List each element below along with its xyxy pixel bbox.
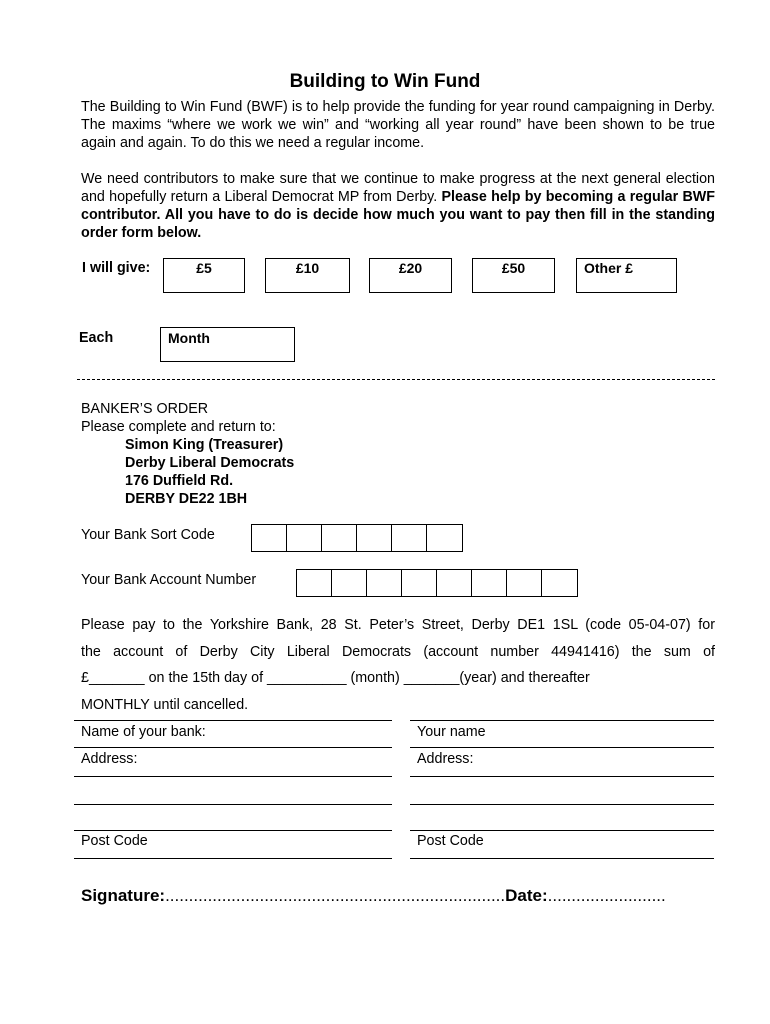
payment-line-1: Please pay to the Yorkshire Bank, 28 St. Peter’s Street, Derby DE1 1SL (code 05-04-07) for: [81, 617, 715, 633]
sort-code-cell[interactable]: [322, 525, 357, 551]
frequency-label: Each: [79, 330, 114, 346]
your-address-field[interactable]: [410, 776, 714, 777]
amount-option-5[interactable]: £5: [163, 258, 245, 293]
amount-option-20[interactable]: £20: [369, 258, 452, 293]
bank-address-field[interactable]: [74, 776, 392, 777]
your-name-field[interactable]: [410, 747, 714, 748]
signature-label: Signature:: [81, 886, 166, 905]
your-address-field[interactable]: [410, 804, 714, 805]
bank-address-field[interactable]: [74, 804, 392, 805]
bankers-order-heading: BANKER’S ORDER: [81, 401, 209, 417]
address-line: DERBY DE22 1BH: [125, 491, 248, 507]
amount-option-50[interactable]: £50: [472, 258, 555, 293]
intro-paragraph-2-text: We need contributors to make sure that we continue to make progress at the next general election and hopefully return a Liberal Democrat MP from Derby.: [81, 171, 715, 205]
cut-line: [77, 379, 715, 380]
sort-code-label: Your Bank Sort Code: [81, 527, 215, 543]
frequency-box[interactable]: Month: [160, 327, 295, 362]
return-address: [125, 436, 294, 508]
sort-code-cell[interactable]: [427, 525, 462, 551]
account-number-cell[interactable]: [367, 570, 402, 596]
sort-code-cell[interactable]: [252, 525, 287, 551]
intro-paragraph-2-bold: Please help by becoming a regular BWF contributor. All you have to do is decide how much you want to pay then fill in the standing order form below.: [81, 189, 715, 241]
signature-dots: ........................................................................: [165, 886, 506, 905]
give-label: I will give:: [82, 260, 151, 276]
amount-option-10[interactable]: £10: [265, 258, 350, 293]
account-number-input[interactable]: [296, 569, 578, 597]
bank-post-code-field[interactable]: [74, 858, 392, 859]
page-title: Building to Win Fund: [289, 71, 481, 92]
account-number-cell[interactable]: [332, 570, 367, 596]
bank-address-label: Address:: [81, 751, 138, 767]
account-number-cell[interactable]: [402, 570, 437, 596]
intro-paragraph-1: The Building to Win Fund (BWF) is to help provide the funding for year round campaigning in Derby. The maxims “where we work we win” and “working all year round” have been shown to be true again and again. To do this we need a regular income.: [81, 99, 715, 151]
address-line: 176 Duffield Rd.: [125, 473, 234, 489]
bank-name-label: Name of your bank:: [81, 724, 206, 740]
your-post-code-label: Post Code: [417, 833, 484, 849]
sort-code-cell[interactable]: [287, 525, 322, 551]
field-rule: [74, 720, 392, 721]
payment-line-2: the account of Derby City Liberal Democrats (account number 44941416) the sum of: [81, 644, 715, 660]
bank-post-code-label: Post Code: [81, 833, 148, 849]
account-number-cell[interactable]: [542, 570, 577, 596]
bank-name-field[interactable]: [74, 747, 392, 748]
date-label: Date:: [505, 886, 548, 905]
account-number-cell[interactable]: [297, 570, 332, 596]
account-number-label: Your Bank Account Number: [81, 572, 257, 588]
account-number-cell[interactable]: [507, 570, 542, 596]
your-name-label: Your name: [417, 724, 486, 740]
payment-line-3: £_______ on the 15th day of __________ (month) _______(year) and thereafter: [81, 670, 590, 686]
your-post-code-field[interactable]: [410, 858, 714, 859]
amount-option-other[interactable]: Other £: [576, 258, 677, 293]
payment-line-4: MONTHLY until cancelled.: [81, 697, 249, 713]
account-number-cell[interactable]: [437, 570, 472, 596]
sort-code-input[interactable]: [251, 524, 463, 552]
intro-paragraph-2: [81, 170, 715, 242]
field-rule: [410, 720, 714, 721]
address-line: Simon King (Treasurer): [125, 437, 284, 453]
bank-address-field[interactable]: [74, 830, 392, 831]
your-address-label: Address:: [417, 751, 474, 767]
sort-code-cell[interactable]: [392, 525, 427, 551]
return-instruction: Please complete and return to:: [81, 419, 276, 435]
account-number-cell[interactable]: [472, 570, 507, 596]
sort-code-cell[interactable]: [357, 525, 392, 551]
signature-line[interactable]: [81, 886, 666, 906]
address-line: Derby Liberal Democrats: [125, 455, 295, 471]
date-dots: .........................: [547, 886, 666, 905]
your-address-field[interactable]: [410, 830, 714, 831]
